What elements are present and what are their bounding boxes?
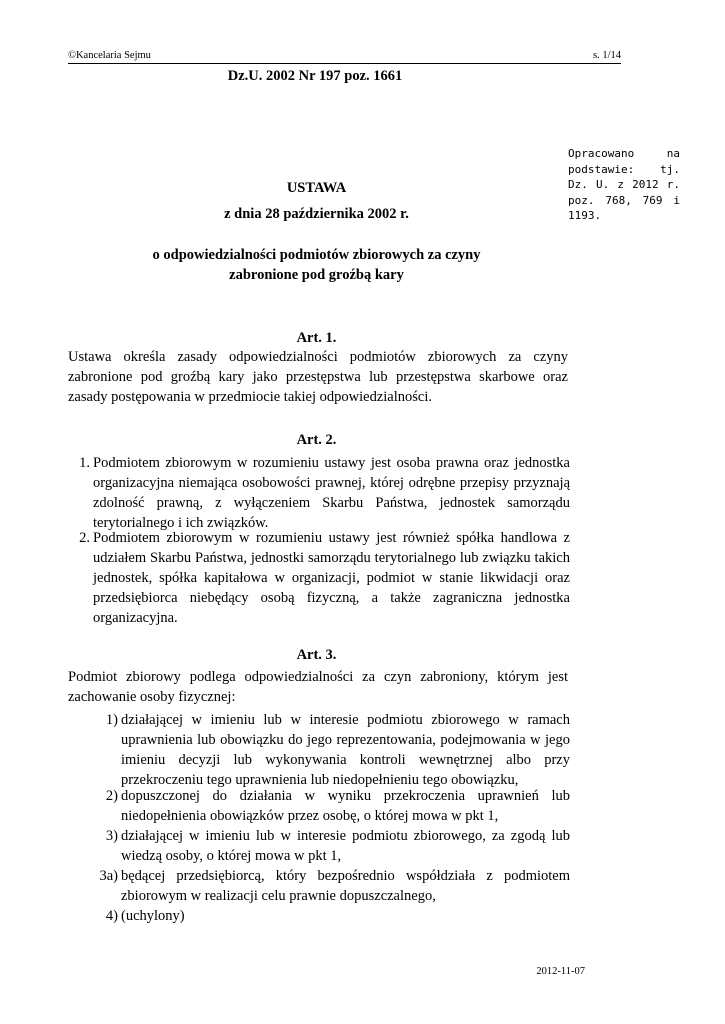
article-2-item-2-text: Podmiotem zbiorowym w rozumieniu ustawy jest również spółka handlowa z udziałem Skarbu Państwa, jednostki samorządu terytorialnego lub związku takich jednostek, spółka kapitałowa w organizacji, podmiot w stanie likwidacji oraz przedsiębiorca niebędący osobą fizyczną, a także zagraniczna jednostka organizacyjna. <box>93 530 570 626</box>
article-2-item-1-number: 1. <box>79 455 90 471</box>
article-3-intro: Podmiot zbiorowy podlega odpowiedzialności za czyn zabroniony, którym jest zachowanie osoby fizycznej: <box>68 669 568 705</box>
article-3-point-3-number: 3) <box>105 828 118 844</box>
article-3-point-3a-number: 3a) <box>99 868 118 884</box>
act-subject-line-2: zabronione pod groźbą kary <box>229 267 404 283</box>
article-3-point-4-number: 4) <box>105 908 118 924</box>
act-type-title: USTAWA <box>286 180 347 196</box>
act-subject-line-1: o odpowiedzialności podmiotów zbiorowych za czyny <box>152 247 481 263</box>
footer-date: 2012-11-07 <box>536 966 585 977</box>
act-date: z dnia 28 października 2002 r. <box>224 206 409 222</box>
side-note: Opracowano na podstawie: tj. Dz. U. z 2012 r. poz. 768, 769 i 1193. <box>568 147 680 222</box>
article-3-point-1-text: działającej w imieniu lub w interesie podmiotu zbiorowego w ramach uprawnienia lub obowiązku do jego reprezentowania, podejmowania w jego imieniu decyzji lub wykonywania kontroli wewnętrznej albo przy przekroczeniu tego uprawnienia lub niedopełnieniu tego obowiązku, <box>121 712 570 788</box>
header-publisher: ©Kancelaria Sejmu <box>68 50 151 61</box>
article-3-point-3-text: działającej w imieniu lub w interesie podmiotu zbiorowego, za zgodą lub wiedzą osoby, o której mowa w pkt 1, <box>121 828 570 864</box>
header-divider <box>68 63 621 64</box>
article-3-heading: Art. 3. <box>296 647 337 663</box>
article-3-point-2-number: 2) <box>105 788 118 804</box>
article-2-item-2-number: 2. <box>79 530 90 546</box>
article-1-heading: Art. 1. <box>296 330 337 346</box>
document-reference: Dz.U. 2002 Nr 197 poz. 1661 <box>227 68 403 84</box>
article-3-point-1-number: 1) <box>105 712 118 728</box>
article-3-point-4-text: (uchylony) <box>121 908 185 924</box>
article-2-heading: Art. 2. <box>296 432 337 448</box>
article-3-point-2-text: dopuszczonej do działania w wyniku przekroczenia uprawnień lub niedopełnienia obowiązków przez osobę, o której mowa w pkt 1, <box>121 788 570 824</box>
article-3-point-3a-text: będącej przedsiębiorcą, który bezpośrednio współdziała z podmiotem zbiorowym w realizacji celu prawnie dopuszczalnego, <box>121 868 570 904</box>
article-2-item-1-text: Podmiotem zbiorowym w rozumieniu ustawy jest osoba prawna oraz jednostka organizacyjna niemająca osobowości prawnej, której odrębne przepisy przyznają zdolność prawną, z wyłączeniem Skarbu Państwa, jednostek samorządu terytorialnego i ich związków. <box>93 455 570 531</box>
article-1-text: Ustawa określa zasady odpowiedzialności podmiotów zbiorowych za czyny zabronione pod groźbą kary jako przestępstwa lub przestępstwa skarbowe oraz zasady postępowania w przedmiocie takiej odpowiedzialności. <box>68 349 568 405</box>
header-page-number: s. 1/14 <box>592 50 621 61</box>
